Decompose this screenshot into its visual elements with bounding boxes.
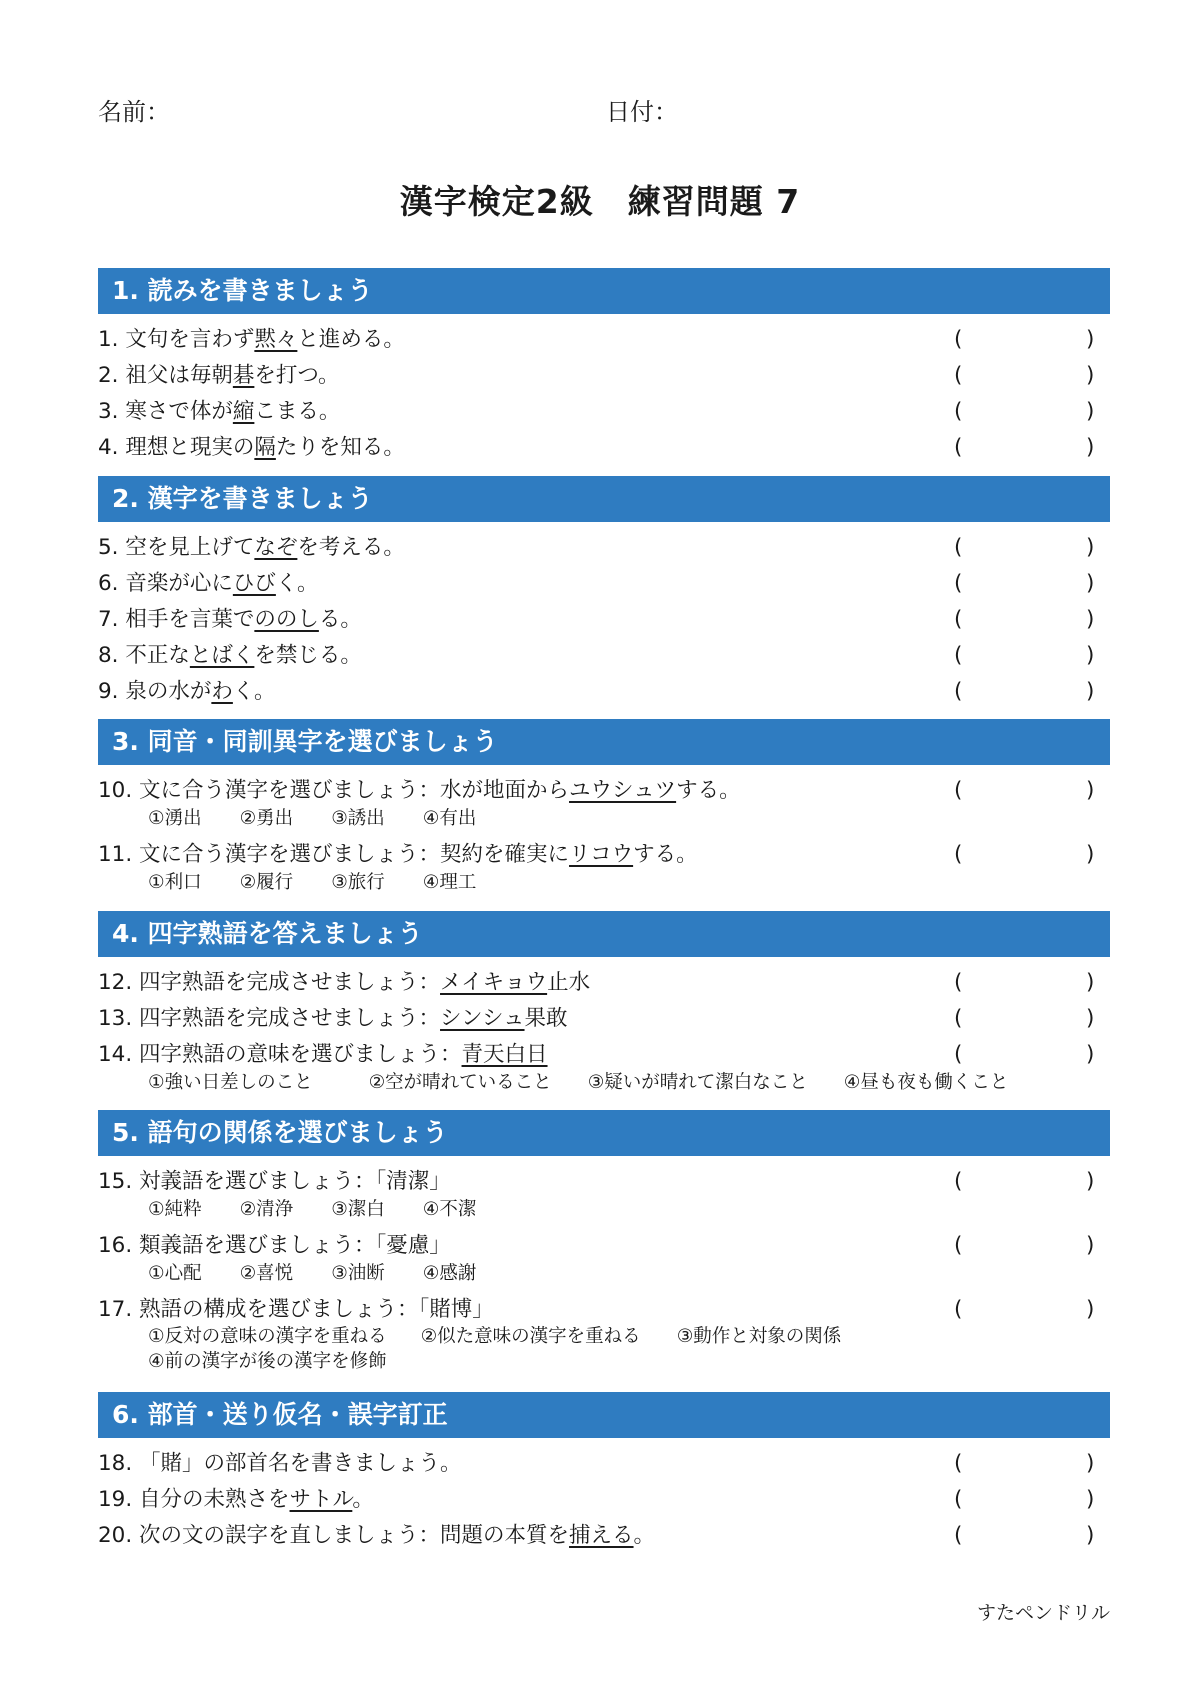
section-heading: 5. 語句の関係を選びましょう bbox=[98, 1110, 1110, 1156]
name-label: 名前： bbox=[98, 98, 170, 126]
question-target: 青天白日 bbox=[461, 1042, 548, 1067]
question-text-end: を禁じる。 bbox=[254, 643, 362, 668]
section-1 bbox=[98, 268, 1110, 466]
question-text: 11. 文に合う漢字を選びましょう：契約を確実に bbox=[98, 842, 570, 867]
question-row bbox=[98, 674, 1110, 710]
answer-paren-close: ) bbox=[1086, 970, 1095, 995]
answer-option: ④前の漢字が後の漢字を修飾 bbox=[148, 1351, 387, 1372]
answer-paren-open: ( bbox=[954, 842, 963, 867]
answer-paren-open: ( bbox=[954, 327, 963, 352]
question-text: 18. 「賭」の部首名を書きましょう。 bbox=[98, 1451, 462, 1476]
question-text: 10. 文に合う漢字を選びましょう：水が地面から bbox=[98, 778, 570, 803]
answer-paren-close: ) bbox=[1086, 1451, 1095, 1476]
question-target: 碁 bbox=[232, 363, 255, 388]
answer-paren-open: ( bbox=[954, 571, 963, 596]
question-text-end: く。 bbox=[232, 679, 276, 704]
question-row bbox=[98, 394, 1110, 430]
answer-paren-close: ) bbox=[1086, 1169, 1095, 1194]
question-text-end: を考える。 bbox=[297, 535, 405, 560]
question-row bbox=[98, 358, 1110, 394]
section-heading: 3. 同音・同訓異字を選びましょう bbox=[98, 719, 1110, 765]
answer-options bbox=[98, 805, 1110, 833]
answer-paren-close: ) bbox=[1086, 607, 1095, 632]
answer-option: ④理工 bbox=[422, 872, 477, 893]
answer-option: ③潔白 bbox=[331, 1199, 385, 1220]
answer-option: ②似た意味の漢字を重ねる bbox=[420, 1326, 641, 1347]
answer-paren-open: ( bbox=[954, 399, 963, 424]
question-text: 1. 文句を言わず bbox=[98, 327, 255, 352]
answer-option: ④不潔 bbox=[422, 1199, 477, 1220]
question-row bbox=[98, 1518, 1110, 1554]
answer-paren-open: ( bbox=[954, 643, 963, 668]
answer-option: ①湧出 bbox=[148, 808, 202, 829]
section-heading: 4. 四字熟語を答えましょう bbox=[98, 911, 1110, 957]
page-title: 漢字検定2級 練習問題 7 bbox=[399, 182, 801, 221]
question-row bbox=[98, 965, 1110, 1001]
answer-paren-close: ) bbox=[1086, 643, 1095, 668]
answer-paren-open: ( bbox=[954, 778, 963, 803]
answer-paren-open: ( bbox=[954, 535, 963, 560]
question-text: 9. 泉の水が bbox=[98, 679, 212, 704]
answer-option: ②勇出 bbox=[239, 808, 294, 829]
answer-paren-open: ( bbox=[954, 1169, 963, 1194]
question-row bbox=[98, 1482, 1110, 1518]
answer-option: ③動作と対象の関係 bbox=[676, 1326, 842, 1347]
section-6 bbox=[98, 1392, 1110, 1554]
answer-option: ①反対の意味の漢字を重ねる bbox=[148, 1326, 387, 1347]
answer-paren-close: ) bbox=[1086, 571, 1095, 596]
question-text: 20. 次の文の誤字を直しましょう：問題の本質を bbox=[98, 1523, 570, 1548]
answer-paren-open: ( bbox=[954, 1297, 963, 1322]
question-row bbox=[98, 638, 1110, 674]
question-text: 16. 類義語を選びましょう：「憂慮」 bbox=[98, 1233, 451, 1258]
question-text: 12. 四字熟語を完成させましょう： bbox=[98, 970, 441, 995]
answer-paren-close: ) bbox=[1086, 435, 1095, 460]
answer-paren-open: ( bbox=[954, 1233, 963, 1258]
answer-option: ②履行 bbox=[239, 872, 294, 893]
answer-options bbox=[98, 1260, 1110, 1288]
answer-paren-close: ) bbox=[1086, 399, 1095, 424]
answer-paren-close: ) bbox=[1086, 1233, 1095, 1258]
question-row bbox=[98, 837, 1110, 873]
question-text: 17. 熟語の構成を選びましょう：「賭博」 bbox=[98, 1297, 494, 1322]
answer-paren-close: ) bbox=[1086, 1523, 1095, 1548]
section-heading: 6. 部首・送り仮名・誤字訂正 bbox=[98, 1392, 1110, 1438]
question-row bbox=[98, 1292, 1110, 1328]
question-text-end: 止水 bbox=[547, 970, 591, 995]
answer-option: ①利口 bbox=[148, 872, 202, 893]
question-target: リコウ bbox=[569, 842, 634, 867]
question-text: 4. 理想と現実の bbox=[98, 435, 255, 460]
question-text-end: と進める。 bbox=[297, 327, 405, 352]
answer-paren-close: ) bbox=[1086, 1006, 1095, 1031]
question-text: 2. 祖父は毎朝 bbox=[98, 363, 233, 388]
answer-paren-open: ( bbox=[954, 363, 963, 388]
question-text: 3. 寒さで体が bbox=[98, 399, 233, 424]
answer-paren-close: ) bbox=[1086, 535, 1095, 560]
question-text-end: する。 bbox=[676, 778, 741, 803]
answer-option: ④有出 bbox=[422, 808, 477, 829]
section-2 bbox=[98, 476, 1110, 710]
question-text-end: 果敢 bbox=[524, 1006, 568, 1031]
answer-paren-close: ) bbox=[1086, 679, 1095, 704]
question-row bbox=[98, 602, 1110, 638]
answer-option: ④感謝 bbox=[422, 1263, 477, 1284]
answer-paren-close: ) bbox=[1086, 1297, 1095, 1322]
answer-option: ①強い日差しのこと bbox=[148, 1072, 313, 1093]
question-target: サトル bbox=[289, 1487, 353, 1512]
question-row bbox=[98, 1446, 1110, 1482]
question-row bbox=[98, 322, 1110, 358]
question-row bbox=[98, 1164, 1110, 1200]
answer-paren-open: ( bbox=[954, 1487, 963, 1512]
question-target: わ bbox=[211, 679, 233, 704]
section-3 bbox=[98, 719, 1110, 901]
answer-option: ③誘出 bbox=[331, 808, 385, 829]
question-target: ユウシュツ bbox=[569, 778, 677, 803]
section-heading: 2. 漢字を書きましょう bbox=[98, 476, 1110, 522]
question-target: 縮 bbox=[232, 399, 255, 424]
question-target: ひび bbox=[232, 571, 276, 596]
answer-paren-open: ( bbox=[954, 1006, 963, 1031]
question-text-end: を打つ。 bbox=[254, 363, 340, 388]
answer-paren-close: ) bbox=[1086, 842, 1095, 867]
answer-paren-close: ) bbox=[1086, 1487, 1095, 1512]
answer-options bbox=[98, 1069, 1110, 1097]
question-target: メイキョウ bbox=[440, 970, 548, 995]
question-row bbox=[98, 430, 1110, 466]
answer-option: ②喜悦 bbox=[239, 1263, 294, 1284]
answer-paren-open: ( bbox=[954, 435, 963, 460]
answer-paren-open: ( bbox=[954, 1523, 963, 1548]
question-text-end: こまる。 bbox=[254, 399, 341, 424]
question-row bbox=[98, 1228, 1110, 1264]
question-target: 隔 bbox=[254, 435, 276, 460]
question-text: 13. 四字熟語を完成させましょう： bbox=[98, 1006, 441, 1031]
answer-paren-close: ) bbox=[1086, 1042, 1095, 1067]
question-text: 6. 音楽が心に bbox=[98, 571, 233, 596]
question-text-end: く。 bbox=[275, 571, 319, 596]
answer-paren-open: ( bbox=[954, 1042, 963, 1067]
answer-option: ②清浄 bbox=[239, 1199, 294, 1220]
answer-option: ④昼も夜も働くこと bbox=[843, 1072, 1009, 1093]
question-row bbox=[98, 566, 1110, 602]
answer-paren-close: ) bbox=[1086, 327, 1095, 352]
answer-paren-close: ) bbox=[1086, 778, 1095, 803]
section-5 bbox=[98, 1110, 1110, 1378]
question-text-end: 。 bbox=[352, 1487, 374, 1512]
answer-option: ③疑いが晴れて潔白なこと bbox=[587, 1072, 808, 1093]
question-row bbox=[98, 1037, 1110, 1073]
question-target: とばく bbox=[189, 643, 255, 668]
date-label: 日付： bbox=[606, 98, 678, 126]
answer-options bbox=[98, 1196, 1110, 1224]
answer-paren-close: ) bbox=[1086, 363, 1095, 388]
answer-options bbox=[98, 869, 1110, 897]
question-text-end: る。 bbox=[318, 607, 362, 632]
answer-option: ①心配 bbox=[148, 1263, 202, 1284]
question-target: 黙々 bbox=[254, 327, 298, 352]
question-row bbox=[98, 530, 1110, 566]
question-text-end: たりを知る。 bbox=[275, 435, 405, 460]
question-text: 7. 相手を言葉で bbox=[98, 607, 255, 632]
section-4 bbox=[98, 911, 1110, 1101]
question-text: 15. 対義語を選びましょう：「清潔」 bbox=[98, 1169, 451, 1194]
answer-option: ③旅行 bbox=[331, 872, 385, 893]
answer-paren-open: ( bbox=[954, 970, 963, 995]
answer-option: ②空が晴れていること bbox=[368, 1072, 552, 1093]
section-heading: 1. 読みを書きましょう bbox=[98, 268, 1110, 314]
question-text-end: する。 bbox=[633, 842, 698, 867]
question-target: シンシュ bbox=[440, 1006, 525, 1031]
question-target: なぞ bbox=[254, 535, 298, 560]
question-text: 19. 自分の未熟さを bbox=[98, 1487, 290, 1512]
answer-option: ①純粋 bbox=[148, 1199, 202, 1220]
question-text: 8. 不正な bbox=[98, 643, 190, 668]
question-text: 5. 空を見上げて bbox=[98, 535, 255, 560]
question-row bbox=[98, 773, 1110, 809]
answer-paren-open: ( bbox=[954, 607, 963, 632]
question-target: 捕える bbox=[569, 1523, 634, 1548]
answer-paren-open: ( bbox=[954, 679, 963, 704]
answer-paren-open: ( bbox=[954, 1451, 963, 1476]
footer-brand: すたペンドリル bbox=[976, 1602, 1110, 1624]
answer-option: ③油断 bbox=[331, 1263, 385, 1284]
question-target: ののし bbox=[254, 607, 319, 632]
question-text-end: 。 bbox=[633, 1523, 656, 1548]
question-row bbox=[98, 1001, 1110, 1037]
question-text: 14. 四字熟語の意味を選びましょう： bbox=[98, 1042, 462, 1067]
answer-options bbox=[98, 1324, 1110, 1374]
